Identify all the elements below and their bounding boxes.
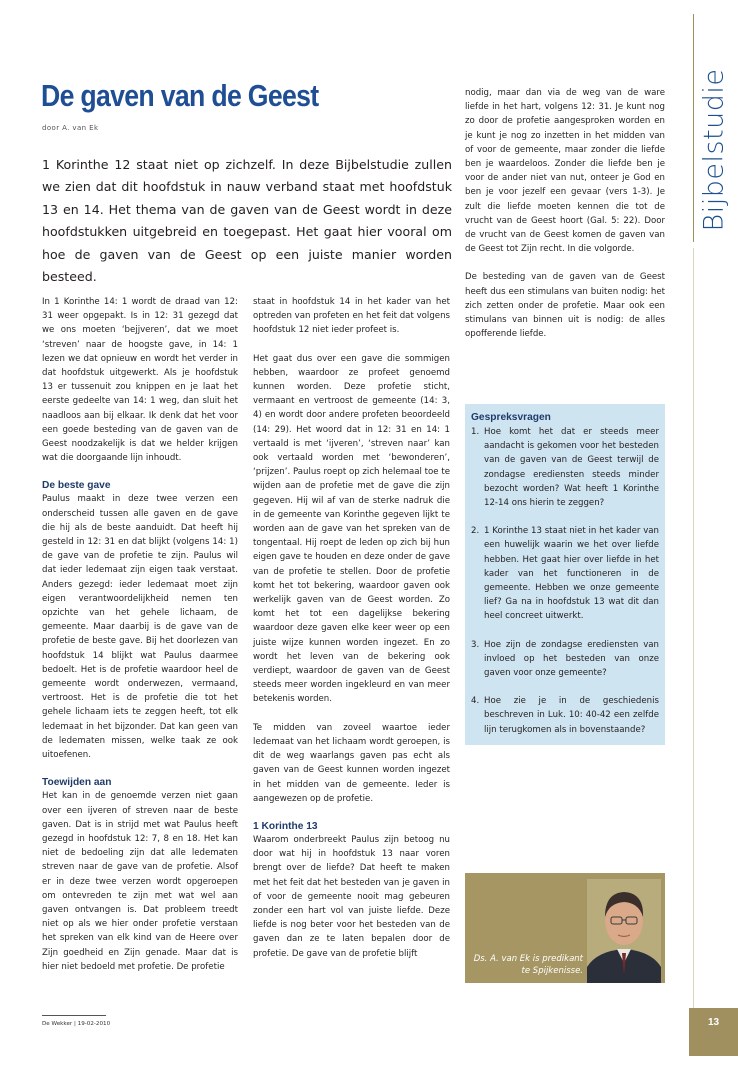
question-item: 1. Hoe komt het dat er steeds meer aandacht is gekomen voor het besteden van de gaven van de Geest terwijl de zondagse erediensten steeds minder bezocht worden? Wat heeft 1 Korinthe 12-14 ons hierin te zeggen? xyxy=(471,427,659,509)
author-photo xyxy=(465,873,665,983)
paragraph: De besteding van de gaven van de Geest heeft dus een stimulans van buiten nodig: het zich zetten onder de profetie. Maar ook een stimulans van binnen uit is nodig: de alles opofferende liefde. xyxy=(465,272,665,340)
paragraph: In 1 Korinthe 14: 1 wordt de draad van 12: 31 weer opgepakt. Is in 12: 31 gezegd dat we ons moeten ‘bejjveren’, dat we moet ‘streven’ naar de hoogste gave, in 14: 1 lezen we dat opnieuw en wordt het verder in dat hoofdstuk uitgewerkt. Als je hoofdstuk 13 er tussenuit zou knippen en je laat het eerste gedeelte van 14: 1 weg, dan sluit het naadloos aan bij elkaar. Ik denk dat het voor een goede besteding van de gaven van de Geest noodzakelijk is dat we helder krijgen wat die doorgaande lijn inhoudt. xyxy=(42,297,238,464)
question-item: 2. 1 Korinthe 13 staat niet in het kader van een huwelijk waarin we het over liefde hebben. Het gaat hier over liefde in het kader van het functioneren in de gemeente. Hebben we onze gemeente lief? Ga na in hoofdstuk 13 wat dit dan heel concreet uitwerkt. xyxy=(471,526,659,622)
paragraph: nodig, maar dan via de weg van de ware liefde in het hart, volgens 12: 31. Je kunt nog zo door de profetie aangesproken worden en je kunt je nog zo inzetten in het midden van of voor de gemeente, maar zonder die liefde ben je waardeloos. Zonder die liefde ben je voor de ander niet van nut, onteer je God en ben je voor jezelf een gevaar (vers 1-3). Je zult die liefde moeten kennen die tot de vrucht van de Geest hoort (Gal. 5: 22). Door de vrucht van de Geest komen de gaven van de Geest tot Zijn recht. In die volgorde. xyxy=(465,88,665,255)
paragraph: Paulus maakt in deze twee verzen een onderscheid tussen alle gaven en de gave die hij als de beste aanduidt. Dat heeft hij gesteld in 12: 31 en dat blijkt (volgens 14: 1) de gave van de profetie te zijn. Paulus wil dat ieder ledemaat zijn eigen taak verstaat. Anders gezegd: ieder ledemaat moet zijn eigen verantwoordelijkheid nemen ten opzichte van het gehele lichaam, de gemeente. Maar daarbij is de gave van de profetie de beste gave. Bij het doorlezen van hoofdstuk 14 blijkt wat Paulus daarmee bedoelt. Het is de profetie waardoor heel de gemeente wordt onderwezen, vermaand, vertroost. Het is de profetie die tot het gehele lichaam iets te zeggen heeft, tot elk ledemaat in het bijzonder. Dat kan geen van de ledematen missen, welke taak ze ook uitoefenen. xyxy=(42,494,238,761)
footer-rule xyxy=(42,1015,106,1016)
photo-caption: Ds. A. van Ek is predikant te Spijkenisse. xyxy=(473,954,583,976)
article-intro: 1 Korinthe 12 staat niet op zichzelf. In deze Bijbelstudie zullen we zien dat dit hoofdstuk in nauw verband staat met hoofdstuk 13 en 14. Het thema van de gaven van de Geest wordt in deze hoofdstukken uitgebreid en toegepast. Het gaat hier vooral om hoe de gaven van de Geest op een juiste manier worden besteed. xyxy=(42,157,452,285)
author-portrait-image xyxy=(587,879,661,983)
subheading-toewijden: Toewijden aan xyxy=(42,777,112,789)
discussion-questions-box xyxy=(465,404,665,745)
page-number: 13 xyxy=(707,1017,720,1028)
paragraph: staat in hoofdstuk 14 in het kader van het optreden van profeten en het feit dat volgens hoofdstuk 12 niet ieder profeet is. xyxy=(253,297,450,336)
column-3 xyxy=(465,86,665,341)
questions-list xyxy=(471,425,659,737)
paragraph: Het kan in de genoemde verzen niet gaan over een ijveren of streven naar de beste gaven. Dat is in strijd met wat Paulus heeft gezegd in hoofdstuk 12: 7, 8 en 18. Het kan niet de bedoeling zijn dat alle ledematen streven naar de gave van de profetie. Alsof er in deze twee verzen wordt opgeroepen om ontevreden te zijn met wat wel aan gaven ontvangen is. Dat probleem treedt niet op als we hier onder profetie verstaan het spreken van elk kind van de Heere over Zijn goedheid en Zijn genade. Maar dat is hier niet bedoeld met profetie. De profetie xyxy=(42,791,238,972)
paragraph: Waarom onderbreekt Paulus zijn betoog nu door wat hij in hoofdstuk 13 naar voren brengt over de liefde? Dat heeft te maken met het feit dat het besteden van je gaven in of voor de gemeente nooit mag gebeuren zonder een hart vol van juiste liefde. Deze liefde is nog beter voor het besteden van de gaven dan ze te laten bepalen door de profetie. De gave van de profetie blijft xyxy=(253,834,450,959)
section-divider-line xyxy=(693,14,694,242)
column-1 xyxy=(42,295,238,974)
paragraph: Het gaat dus over een gave die sommigen hebben, waardoor ze profeet genoemd kunnen worden. Deze profetie sticht, vermaant en vertroost de gemeente (14: 3, 4) en wordt door andere profeten beoordeeld (14: 29). Het woord dat in 12: 31 en 14: 1 vertaald is met ‘ijveren’, ‘streven naar’ kan ook vertaald worden met ‘bewonderen’, ‘prijzen’. Paulus roept op zich helemaal toe te wijden aan de profetie met de gave die zijn gegeven. Hij wil af van de sterke nadruk die in de gemeente van Korinthe gegeven lijkt te worden aan de gave van het spreken van de tongentaal. Hij roept de leden op zich bij hun eigen gave te houden en deze onder de gave van de profetie te stellen. Door de profetie komt het tot bekering, waardoor gaven ook werkelijk gaven van de Geest worden. Zo komt het tot een dagelijkse bekering waardoor deze gaven elke keer weer op een juiste wijze kunnen worden ingezet. En zo wordt het leven van de bekering ook verdiept, waardoor de gaven van de Geest steeds meer worden ingekleurd en van meer betekenis worden. xyxy=(253,353,450,705)
section-label: Bijbelstudie xyxy=(698,68,730,232)
column-divider-line xyxy=(693,248,694,1008)
article-title: De gaven van de Geest xyxy=(41,78,319,113)
article-byline: door A. van Ek xyxy=(42,124,99,132)
page-number-tab xyxy=(689,1008,738,1056)
questions-heading: Gespreksvragen xyxy=(471,412,551,423)
paragraph: Te midden van zoveel waartoe ieder ledemaat van het lichaam wordt geroepen, is dit de weg waarlangs gaven pas echt als gaven van de Geest kunnen worden ingezet in het midden van de gemeente. Ieder is aangewezen op de profetie. xyxy=(253,722,450,804)
footer-publication: De Wekker | 19-02-2010 xyxy=(42,1021,111,1027)
subheading-beste-gave: De beste gave xyxy=(42,480,111,492)
subheading-korinthe-13: 1 Korinthe 13 xyxy=(253,820,318,832)
question-item: 4. Hoe zie je in de geschiedenis beschreven in Luk. 10: 40-42 een zelfde lijn terugkomen als in bovenstaande? xyxy=(471,696,659,735)
question-item: 3. Hoe zijn de zondagse erediensten van invloed op het besteden van onze gaven voor onze gemeente? xyxy=(471,639,659,679)
column-2 xyxy=(253,295,450,961)
